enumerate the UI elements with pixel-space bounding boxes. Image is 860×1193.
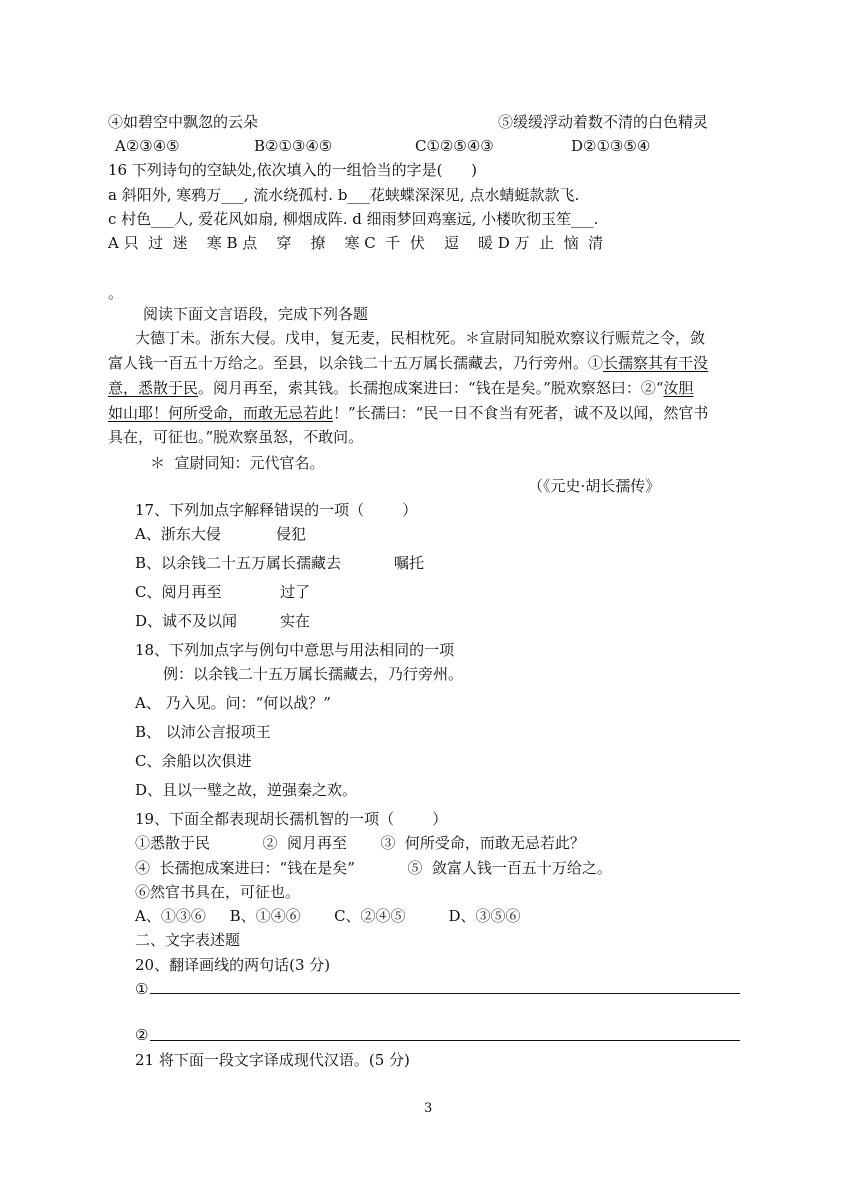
passage-note: ＊ 宣尉同知：元代官名。 <box>150 454 325 472</box>
q17-option-c: C、阅月再至 <box>135 583 222 601</box>
q19-row-3: ⑥然官书具在，可征也。 <box>135 883 301 901</box>
passage-line-3 <box>108 378 694 398</box>
q17-gloss-d: 实在 <box>280 612 311 630</box>
q18-example: 例：以余钱二十五万属长孺藏去，乃行旁州。 <box>163 665 464 683</box>
passage-text: ！”长孺曰：“民一日不食当有死者，诚不及以闻，然官书 <box>333 404 709 422</box>
q18-option-a: A、 乃入见。问：“何以战？” <box>135 694 331 712</box>
section-heading: 二、文字表述题 <box>135 931 241 949</box>
q16-stem: 16 下列诗句的空缺处,依次填入的一组恰当的字是( ) <box>108 161 477 179</box>
answer-line-1[interactable] <box>150 993 740 994</box>
q21-stem: 21 将下面一段文字译成现代汉语。(5 分) <box>135 1051 410 1069</box>
q17-gloss-c: 过了 <box>280 583 311 601</box>
underlined-sentence-1: 长孺察其有干没 <box>603 354 709 372</box>
q18-option-d: D、且以一璧之故，逆强秦之欢。 <box>135 781 358 799</box>
q16-line-cd: c 村色___人, 爱花风如扇, 柳烟成阵. d 细雨梦回鸡塞远, 小楼吹彻玉笙___. <box>108 210 599 228</box>
passage-source: （《元史·胡长孺传》 <box>528 477 661 495</box>
reading-title: 阅读下面文言语段，完成下列各题 <box>143 305 369 323</box>
q19-stem: 19、下面全都表现胡长孺机智的一项（ ） <box>135 810 448 828</box>
passage-line-4 <box>108 403 708 423</box>
q17-option-b: B、以余钱二十五万属长孺藏去 <box>135 554 342 572</box>
q16-options: A 只 过 迷 寒 B 点 穿 撩 寒 C 千 伏 逗 暖 D 万 止 恼 清 <box>108 234 604 252</box>
q18-option-c: C、余船以次俱进 <box>135 752 252 770</box>
q17-gloss-b: 嘱托 <box>394 554 425 572</box>
passage-text: 富人钱一百五十万给之。至县，以余钱二十五万属长孺藏去，乃行旁州。① <box>108 354 604 372</box>
q18-option-b: B、 以沛公言报项王 <box>135 723 271 741</box>
q15-option-d: D②①③⑤④ <box>571 137 651 155</box>
passage-text: 。阅月再至，索其钱。长孺抱成案进曰：“钱在是矣。”脱欢察怒曰：②“ <box>198 379 664 397</box>
q19-row-2: ④ 长孺抱成案进曰：“钱在是矣” ⑤ 敛富人钱一百五十万给之。 <box>135 859 612 877</box>
underlined-sentence-2: 汝胆 <box>663 379 694 397</box>
q19-row-1: ①悉散于民 ② 阅月再至 ③ 何所受命，而敢无忌若此？ <box>135 834 585 852</box>
q15-option-b: B②①③④⑤ <box>254 137 333 155</box>
q20-marker-1: ① <box>135 980 149 998</box>
passage-line-5: 具在，可征也。”脱欢察虽怒，不敢问。 <box>108 428 364 446</box>
q17-option-a: A、浙东大侵 <box>135 525 221 543</box>
answer-line-2[interactable] <box>150 1040 740 1041</box>
q20-stem: 20、翻译画线的两句话(3 分) <box>135 956 331 974</box>
q17-stem: 17、下列加点字解释错误的一项（ ） <box>135 501 418 519</box>
q16-line-ab: a 斜阳外, 寒鸦万___, 流水绕孤村. b___花蛱蝶深深见, 点水蜻蜓款款飞. <box>108 186 580 204</box>
passage-line-1: 大德丁未。浙东大侵。戊申，复无麦，民相枕死。＊宣尉同知脱欢察议行赈荒之令，敛 <box>135 329 706 347</box>
q18-stem: 18、下列加点字与例句中意思与用法相同的一项 <box>135 641 455 659</box>
stray-mark: 。 <box>108 284 124 302</box>
q20-marker-2: ② <box>135 1026 149 1044</box>
page-number: 3 <box>424 1101 433 1116</box>
passage-line-2 <box>108 353 708 373</box>
q15-item4: ④如碧空中飘忽的云朵 <box>108 113 259 131</box>
underlined-sentence-2-end: 如山耶！何所受命，而敢无忌若此 <box>108 404 334 422</box>
q15-item5: ⑤缓缓浮动着数不清的白色精灵 <box>498 113 709 131</box>
q15-option-c: C①②⑤④③ <box>415 137 494 155</box>
q15-option-a: A②③④⑤ <box>115 137 180 155</box>
q17-option-d: D、诚不及以闻 <box>135 612 238 630</box>
underlined-sentence-1-end: 意，悉散于民 <box>108 379 199 397</box>
q17-gloss-a: 侵犯 <box>276 525 307 543</box>
q19-options: A、①③⑥ B、①④⑥ C、②④⑤ D、③⑤⑥ <box>135 907 521 925</box>
